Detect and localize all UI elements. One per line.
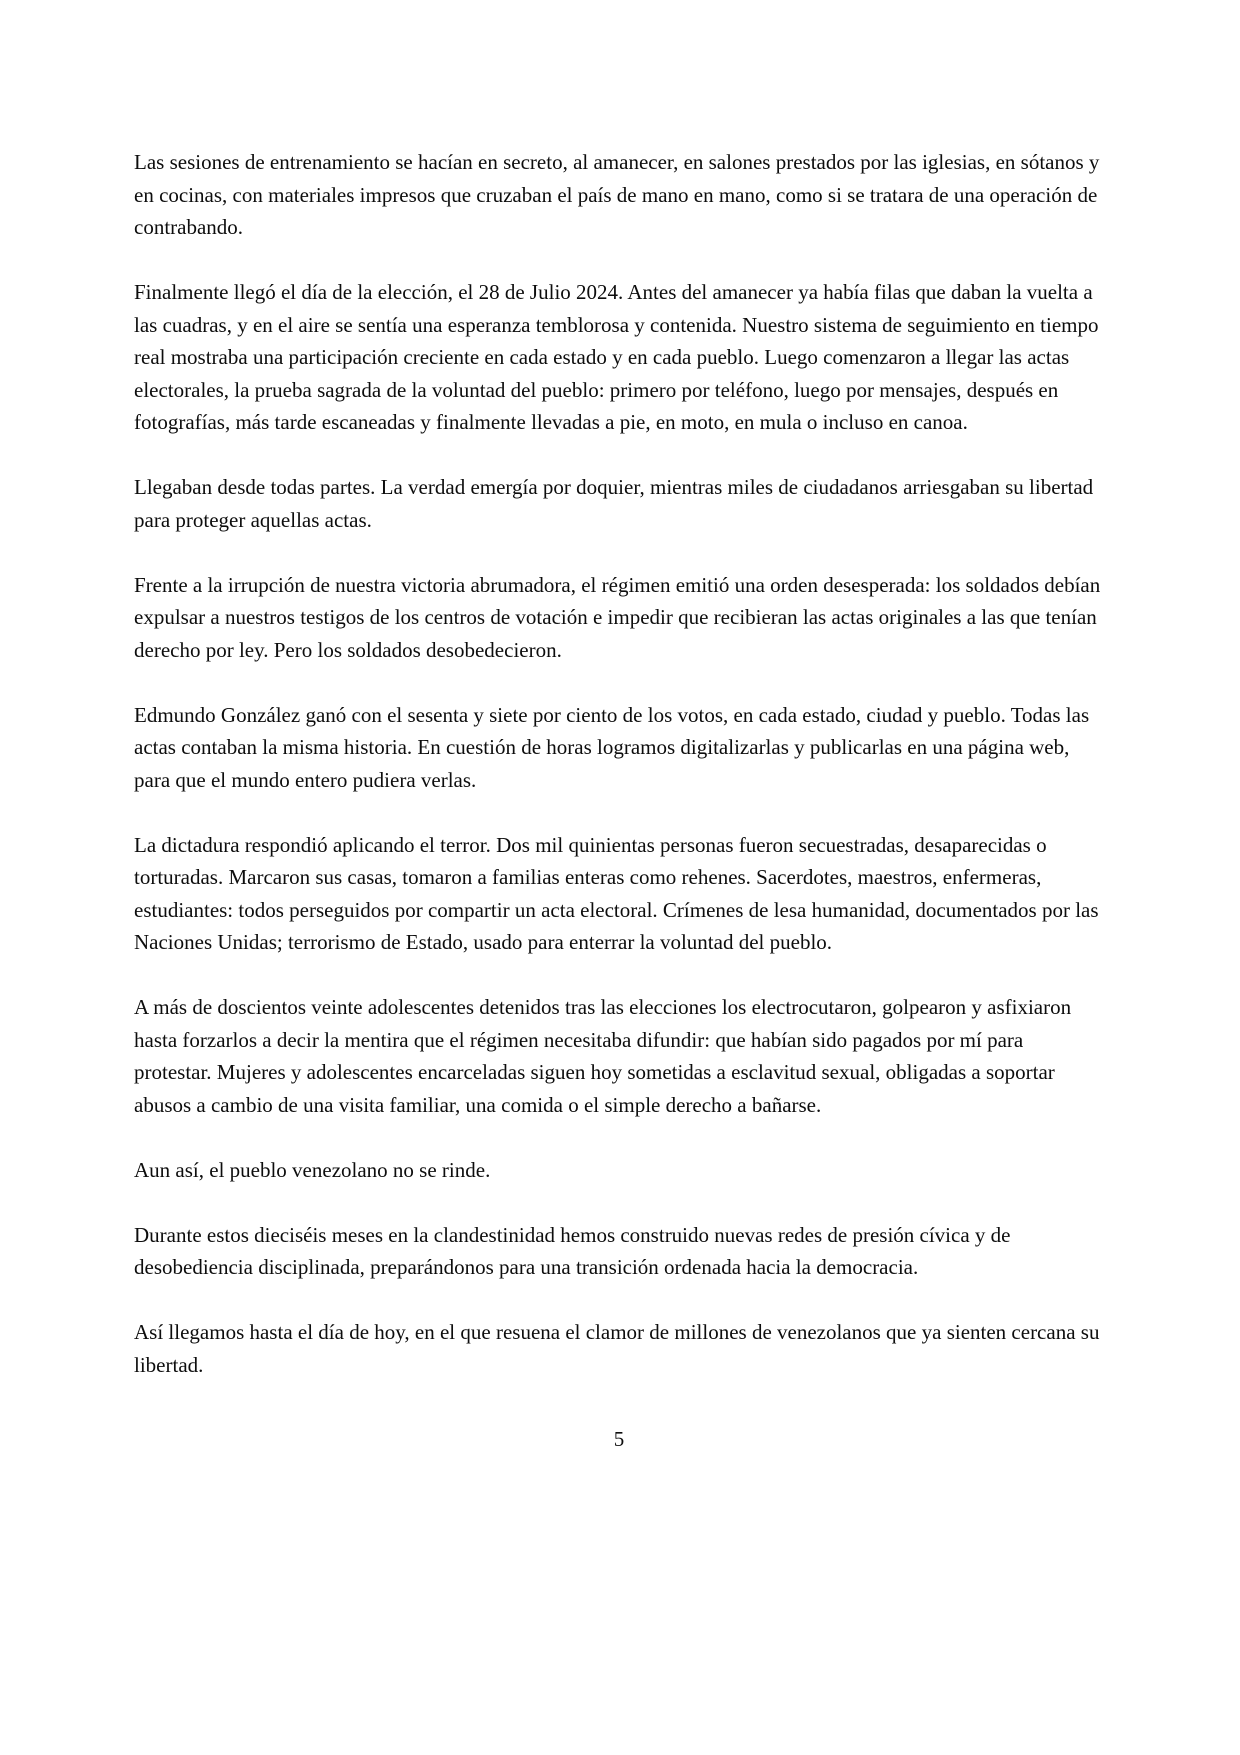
paragraph: Frente a la irrupción de nuestra victoria abrumadora, el régimen emitió una orden desesperada: los soldados debían expulsar a nuestros testigos de los centros de votación e impedir que recibieran las actas originales a las que tenían derecho por ley. Pero los soldados desobedecieron.	[134, 572, 1101, 662]
paragraph: Las sesiones de entrenamiento se hacían en secreto, al amanecer, en salones prestados por las iglesias, en sótanos y en cocinas, con materiales impresos que cruzaban el país de mano en mano, como si se tratara de una operación de contrabando.	[134, 150, 1100, 239]
paragraph: Durante estos dieciséis meses en la clandestinidad hemos construido nuevas redes de presión cívica y de desobediencia disciplinada, preparándonos para una transición ordenada hacia la democracia.	[134, 1222, 1011, 1279]
paragraph: La dictadura respondió aplicando el terror. Dos mil quinientas personas fueron secuestradas, desaparecidas o torturadas. Marcaron sus casas, tomaron a familias enteras como rehenes. Sacerdotes, maestros, enfermeras, estudiantes: todos perseguidos por compartir un acta electoral. Crímenes de lesa humanidad, documentados por las Naciones Unidas; terrorismo de Estado, usado para enterrar la voluntad del pueblo.	[134, 832, 1099, 954]
paragraph: Así llegamos hasta el día de hoy, en el que resuena el clamor de millones de venezolanos que ya sienten cercana su libertad.	[134, 1320, 1100, 1377]
page-number: 5	[613, 1427, 625, 1451]
paragraph: Edmundo González ganó con el sesenta y siete por ciento de los votos, en cada estado, ciudad y pueblo. Todas las actas contaban la misma historia. En cuestión de horas logramos digitalizarlas y publicarlas en una página web, para que el mundo entero pudiera verlas.	[134, 702, 1090, 792]
paragraph: Aun así, el pueblo venezolano no se rinde.	[134, 1157, 491, 1182]
document-body	[134, 146, 1104, 1381]
paragraph: A más de doscientos veinte adolescentes detenidos tras las elecciones los electrocutaron, golpearon y asfixiaron hasta forzarlos a decir la mentira que el régimen necesitaba difundir: que habían sido pagados por mí para protestar. Mujeres y adolescentes encarceladas siguen hoy sometidas a esclavitud sexual, obligadas a soportar abusos a cambio de una visita familiar, una comida o el simple derecho a bañarse.	[134, 995, 1072, 1117]
paragraph: Llegaban desde todas partes. La verdad emergía por doquier, mientras miles de ciudadanos arriesgaban su libertad para proteger aquellas actas.	[134, 475, 1094, 532]
paragraph: Finalmente llegó el día de la elección, el 28 de Julio 2024. Antes del amanecer ya había filas que daban la vuelta a las cuadras, y en el aire se sentía una esperanza temblorosa y contenida. Nuestro sistema de seguimiento en tiempo real mostraba una participación creciente en cada estado y en cada pueblo. Luego comenzaron a llegar las actas electorales, la prueba sagrada de la voluntad del pueblo: primero por teléfono, luego por mensajes, después en fotografías, más tarde escaneadas y finalmente llevadas a pie, en moto, en mula o incluso en canoa.	[134, 280, 1099, 434]
page-footer	[134, 1423, 1104, 1456]
